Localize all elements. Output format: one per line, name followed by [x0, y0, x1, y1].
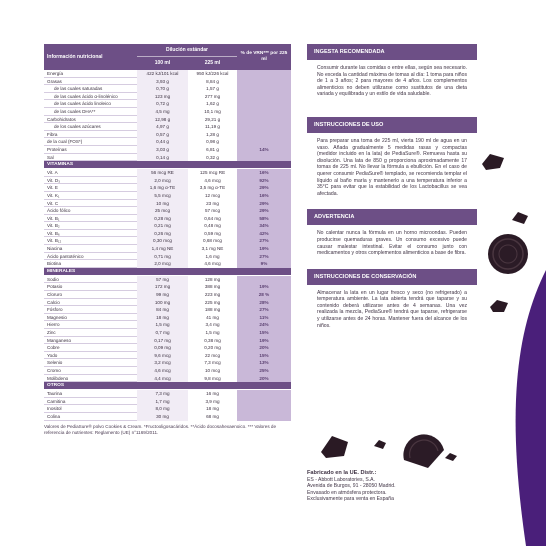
table-header: [44, 44, 291, 70]
table-row: [44, 177, 291, 185]
value-vrn: 28 %: [237, 291, 291, 299]
value-225ml: 225 mg: [188, 299, 237, 307]
table-row: [44, 314, 291, 322]
ingesta-section: [307, 44, 477, 104]
value-100ml: 0,7 mg: [137, 329, 188, 337]
manufacturer-info: [307, 470, 477, 503]
nutrient-name: Cloruro: [47, 292, 63, 298]
nutrient-name: Fósforo: [47, 307, 63, 313]
value-225ml: 8,84 g: [188, 78, 237, 86]
table-row: [44, 154, 291, 162]
table-footnote: Valores de PediaSure® polvo Cookies & Cream. *Fructooligosacáridos. **Ácido docosahexaenoico. *** Valores de referencia de nutrientes: Reglamento (UE) n°1169/2011.: [44, 423, 277, 435]
value-225ml: 3,5 mg α-TE: [188, 184, 237, 192]
nutrient-name: Vit. B₁₂: [47, 238, 62, 244]
conservacion-body: Almacenar la lata en un lugar fresco y seco (no refrigerado) a temperatura ambiente. La lata abierta tendrá que taparse y su contenido deberá utilizarse antes de 4 semanas. Una vez realizada la mezcla, PediaSure® tendrá que taparse, refrigerarse y utilizarse antes de 24 horas. Mantener fuera del alcance de los niños.: [317, 289, 467, 329]
value-vrn: 24%: [237, 321, 291, 329]
table-row: [44, 146, 291, 154]
value-225ml: 57 mcg: [188, 207, 237, 215]
table-row: [44, 283, 291, 291]
value-225ml: 1,6 mg: [188, 253, 237, 261]
value-225ml: 1,62 g: [188, 100, 237, 108]
value-vrn: 16%: [237, 169, 291, 177]
value-225ml: 4,6 mcg: [188, 177, 237, 185]
nutrient-name: Vit. A: [47, 170, 58, 176]
value-vrn: 11%: [237, 314, 291, 322]
section-header: VITAMINAS: [44, 161, 291, 169]
nutrient-name: Grasas: [47, 78, 62, 84]
value-100ml: 0,14 g: [137, 154, 188, 162]
value-vrn: [237, 70, 291, 78]
value-100ml: 0,17 mg: [137, 337, 188, 345]
value-100ml: 3,93 g: [137, 78, 188, 86]
nutrient-name: Carnitina: [47, 398, 66, 404]
nutrient-name: Vit. K₁: [47, 192, 60, 198]
nutrient-name: Vit. B₆: [47, 230, 60, 236]
nutrient-name: Yodo: [47, 352, 58, 358]
advertencia-body: No calentar nunca la fórmula en un horno microondas. Pueden producirse quemaduras graves. Un consumo excesivo puede causar malestar intestinal. Evitar el consumo junto con medicamentos y otros complementos alimenticios a base de fibra.: [317, 230, 467, 257]
value-225ml: 1,28 g: [188, 131, 237, 139]
nutrient-name: Taurina: [47, 391, 63, 397]
table-row: [44, 222, 291, 230]
advertencia-title: ADVERTENCIA: [307, 209, 477, 225]
value-225ml: 223 mg: [188, 291, 237, 299]
conservacion-section: [307, 269, 477, 336]
value-vrn: 16%: [237, 192, 291, 200]
table-row: [44, 237, 291, 245]
value-vrn: [237, 116, 291, 124]
ingesta-body: Consumir durante las comidas o entre ellas, según sea necesario. No exceda la cantidad máxima de tomas al día: 1 toma para niños de 1 a 3 años; 2 para mayores de 4 años. Los complementos alimenticios no deben utilizarse como sustitutos de una dieta variada y equilibrada y un estilo de vida saludable.: [317, 65, 467, 98]
table-row: [44, 352, 291, 360]
value-100ml: 100 mg: [137, 299, 188, 307]
nutrient-name: Vit. C: [47, 200, 59, 206]
nutrient-name: Zinc: [47, 330, 56, 335]
nutrient-name: Niacina: [47, 246, 63, 252]
value-100ml: 1,4 mg NE: [137, 245, 188, 253]
value-100ml: 4,6 mcg: [137, 367, 188, 375]
value-vrn: 15%: [237, 329, 291, 337]
header-100ml: 100 ml: [154, 60, 171, 66]
table-row: [44, 184, 291, 192]
value-vrn: [237, 154, 291, 162]
nutrient-name: de los cuales azúcares: [54, 124, 101, 130]
value-vrn: 15%: [237, 352, 291, 360]
value-100ml: 0,72 g: [137, 100, 188, 108]
table-row: [44, 245, 291, 253]
table-row: [44, 78, 291, 86]
table-row: [44, 367, 291, 375]
value-225ml: 10,1 mg: [188, 108, 237, 116]
nutrient-name: Energía: [47, 71, 64, 76]
nutrient-name: Cromo: [47, 367, 61, 373]
value-225ml: 9,8 mcg: [188, 375, 237, 383]
table-row: [44, 337, 291, 345]
manufacturer-line4: Exclusivamente para venta en España: [307, 496, 394, 503]
nutrient-name: Inositol: [47, 406, 62, 412]
nutrient-name: de la cual (FOS*): [47, 139, 83, 145]
value-100ml: 56 mcg RE: [137, 169, 188, 177]
header-225ml: 225 ml: [204, 60, 221, 66]
nutrient-name: de las cuales saturadas: [54, 86, 103, 92]
value-100ml: 0,21 mg: [137, 222, 188, 230]
value-225ml: 12 mcg: [188, 192, 237, 200]
value-vrn: 28%: [237, 299, 291, 307]
value-100ml: 7,3 mg: [137, 390, 188, 398]
table-row: [44, 405, 291, 413]
value-vrn: 19%: [237, 245, 291, 253]
table-row: [44, 131, 291, 139]
value-vrn: [237, 108, 291, 116]
table-row: [44, 344, 291, 352]
nutrition-table: [44, 44, 291, 436]
value-100ml: 10 mg: [137, 200, 188, 208]
value-vrn: 13%: [237, 359, 291, 367]
nutrient-name: Fibra: [47, 131, 58, 137]
table-row: [44, 253, 291, 261]
value-vrn: [237, 138, 291, 146]
value-vrn: [237, 100, 291, 108]
nutrient-name: Manganeso: [47, 337, 72, 343]
table-row: [44, 359, 291, 367]
value-225ml: 7,3 mcg: [188, 359, 237, 367]
value-225ml: 4,6 mcg: [188, 260, 237, 268]
value-vrn: [237, 413, 291, 421]
value-100ml: 0,71 mg: [137, 253, 188, 261]
table-row: [44, 85, 291, 93]
table-row: [44, 306, 291, 314]
value-225ml: 188 mg: [188, 306, 237, 314]
section-header: OTROS: [44, 382, 291, 390]
value-225ml: 0,32 g: [188, 154, 237, 162]
table-row: [44, 70, 291, 78]
value-vrn: 19%: [237, 337, 291, 345]
uso-title: INSTRUCCIONES DE USO: [307, 117, 477, 133]
value-vrn: 25%: [237, 367, 291, 375]
value-225ml: 3,4 mg: [188, 321, 237, 329]
value-100ml: 0,26 mg: [137, 230, 188, 238]
value-100ml: 18 mg: [137, 314, 188, 322]
value-225ml: 29,21 g: [188, 116, 237, 124]
value-vrn: [237, 78, 291, 86]
value-100ml: 1,7 mg: [137, 398, 188, 406]
value-vrn: 19%: [237, 283, 291, 291]
value-vrn: [237, 93, 291, 101]
nutrient-name: de las cuales DHA**: [54, 108, 96, 114]
header-dilution: [137, 44, 237, 70]
nutrient-name: Ácido pantoténico: [47, 253, 84, 259]
value-100ml: 0,28 mg: [137, 215, 188, 223]
value-225ml: 1,57 g: [188, 85, 237, 93]
value-225ml: 18 mg: [188, 405, 237, 413]
value-100ml: 0,09 mg: [137, 344, 188, 352]
table-row: [44, 291, 291, 299]
value-225ml: 68 mg: [188, 413, 237, 421]
table-row: [44, 116, 291, 124]
table-row: [44, 329, 291, 337]
table-row: [44, 100, 291, 108]
manufacturer-title: Fabricado en la UE. Distr.:: [307, 470, 377, 476]
value-225ml: 388 mg: [188, 283, 237, 291]
advertencia-section: [307, 209, 477, 262]
value-225ml: 0,98 g: [188, 138, 237, 146]
value-100ml: 4,4 mcg: [137, 375, 188, 383]
value-100ml: 0,30 mcg: [137, 237, 188, 245]
value-225ml: 41 mg: [188, 314, 237, 322]
value-225ml: 10 mcg: [188, 367, 237, 375]
nutrient-name: Sodio: [47, 276, 59, 282]
cookie-crumb-icon: [510, 210, 530, 226]
value-225ml: 0,59 mg: [188, 230, 237, 238]
value-vrn: 42%: [237, 230, 291, 238]
value-225ml: 1,5 mg: [188, 329, 237, 337]
info-column: [307, 44, 477, 341]
header-vrn: % de VRN*** por 225 ml: [240, 51, 288, 62]
header-dilution-title: Dilución estándar: [137, 44, 237, 57]
value-vrn: 20%: [237, 344, 291, 352]
table-row: [44, 230, 291, 238]
value-100ml: 422 kJ/101 kcal: [137, 70, 188, 78]
value-100ml: 2,0 mcg: [137, 260, 188, 268]
cookie-icon: [486, 232, 530, 276]
nutrient-name: Hierro: [47, 322, 60, 328]
value-100ml: 4,5 mg: [137, 108, 188, 116]
header-info: Información nutricional: [47, 54, 103, 60]
value-225ml: 277 mg: [188, 93, 237, 101]
table-row: [44, 93, 291, 101]
table-row: [44, 413, 291, 421]
cookie-half-icon: [400, 430, 448, 470]
table-row: [44, 276, 291, 284]
table-row: [44, 169, 291, 177]
value-100ml: 8,0 mg: [137, 405, 188, 413]
nutrient-name: Cobre: [47, 345, 60, 351]
value-vrn: 92%: [237, 177, 291, 185]
ingesta-title: INGESTA RECOMENDADA: [307, 44, 477, 60]
value-100ml: 30 mg: [137, 413, 188, 421]
value-100ml: 123 mg: [137, 93, 188, 101]
value-vrn: 27%: [237, 237, 291, 245]
nutrient-name: Carbohidratos: [47, 116, 76, 122]
value-vrn: 14%: [237, 146, 291, 154]
value-225ml: 950 kJ/226 kcal: [188, 70, 237, 78]
value-vrn: [237, 85, 291, 93]
value-100ml: 57 mg: [137, 276, 188, 284]
value-100ml: 172 mg: [137, 283, 188, 291]
value-100ml: 3,2 mcg: [137, 359, 188, 367]
nutrient-name: de las cuales ácido α-linolénico: [54, 93, 118, 99]
table-row: [44, 260, 291, 268]
value-vrn: [237, 131, 291, 139]
cookie-crumb-icon: [444, 452, 458, 462]
value-vrn: 34%: [237, 222, 291, 230]
value-100ml: 2,0 mcg: [137, 177, 188, 185]
table-row: [44, 321, 291, 329]
table-row: [44, 215, 291, 223]
section-header: MINERALES: [44, 268, 291, 276]
table-body: [44, 70, 291, 421]
value-225ml: 16 mg: [188, 390, 237, 398]
cookie-piece-icon: [318, 432, 352, 460]
value-225ml: 0,64 mg: [188, 215, 237, 223]
value-vrn: [237, 405, 291, 413]
nutrient-name: Vit. B₂: [47, 223, 60, 229]
value-vrn: [237, 123, 291, 131]
nutrient-name: Sal: [47, 154, 54, 160]
table-row: [44, 138, 291, 146]
cookie-crumb-icon: [488, 298, 510, 314]
uso-section: [307, 117, 477, 203]
value-100ml: 1,5 mg: [137, 321, 188, 329]
table-row: [44, 123, 291, 131]
value-225ml: 0,68 mcg: [188, 237, 237, 245]
value-100ml: 12,98 g: [137, 116, 188, 124]
value-100ml: 9,6 mcg: [137, 352, 188, 360]
value-vrn: 29%: [237, 207, 291, 215]
value-100ml: 3,03 g: [137, 146, 188, 154]
value-vrn: 20%: [237, 375, 291, 383]
table-row: [44, 108, 291, 116]
value-225ml: 0,48 mg: [188, 222, 237, 230]
nutrient-name: Proteínas: [47, 146, 67, 152]
value-225ml: 125 mcg RE: [188, 169, 237, 177]
value-225ml: 23 mg: [188, 200, 237, 208]
nutrient-name: Vit. E: [47, 185, 58, 191]
uso-body: Para preparar una toma de 225 ml, vierta 190 ml de agua en un vaso. Añada gradualmente 5 medidas rasas y compactas (medidor incluido en la lata) de PediaSure®. Remueva hasta su disolución. Una lata de 850 g proporciona aproximadamente 17 tomas de 225 ml. No llevar la fórmula a ebullición. En el caso de querer consumir PediaSure® templado, se recomienda templar el líquido al baño maría y mantenerlo a una temperatura inferior a 35°C para evitar que la estabilidad de los Lactobacillus se vea afectada.: [317, 137, 467, 197]
value-100ml: 1,6 mg α-TE: [137, 184, 188, 192]
value-vrn: 58%: [237, 215, 291, 223]
value-100ml: 5,5 mcg: [137, 192, 188, 200]
table-row: [44, 375, 291, 383]
nutrient-name: Calcio: [47, 299, 60, 305]
cookie-crumb-icon: [372, 438, 388, 450]
value-100ml: 84 mg: [137, 306, 188, 314]
value-100ml: 25 mcg: [137, 207, 188, 215]
value-100ml: 0,44 g: [137, 138, 188, 146]
value-225ml: 11,19 g: [188, 123, 237, 131]
value-vrn: 27%: [237, 253, 291, 261]
nutrient-name: Molibdeno: [47, 375, 69, 381]
value-vrn: 29%: [237, 184, 291, 192]
value-225ml: 22 mcg: [188, 352, 237, 360]
table-row: [44, 207, 291, 215]
value-225ml: 6,81 g: [188, 146, 237, 154]
value-vrn: 9%: [237, 260, 291, 268]
value-vrn: 27%: [237, 306, 291, 314]
nutrient-name: Colina: [47, 413, 61, 419]
cookie-crumb-icon: [478, 150, 508, 172]
table-row: [44, 192, 291, 200]
table-row: [44, 200, 291, 208]
conservacion-title: INSTRUCCIONES DE CONSERVACIÓN: [307, 269, 477, 285]
nutrient-name: Vit. B₁: [47, 215, 60, 221]
value-225ml: 0,38 mg: [188, 337, 237, 345]
nutrient-name: Biotina: [47, 261, 62, 267]
value-vrn: [237, 398, 291, 406]
manufacturer-line2: Avenida de Burgos, 91 - 28050 Madrid.: [307, 483, 396, 490]
nutrient-name: Ácido fólico: [47, 208, 71, 214]
nutrient-name: Selenio: [47, 360, 63, 366]
value-100ml: 99 mg: [137, 291, 188, 299]
value-100ml: 0,57 g: [137, 131, 188, 139]
value-vrn: [237, 390, 291, 398]
value-100ml: 0,70 g: [137, 85, 188, 93]
table-row: [44, 299, 291, 307]
table-row: [44, 390, 291, 398]
value-225ml: 3,9 mg: [188, 398, 237, 406]
manufacturer-line3: Envasado en atmósfera protectora.: [307, 489, 387, 496]
value-225ml: 0,20 mg: [188, 344, 237, 352]
nutrient-name: Magnesio: [47, 314, 67, 320]
value-100ml: 4,97 g: [137, 123, 188, 131]
value-225ml: 3,1 mg NE: [188, 245, 237, 253]
nutrient-name: Vit. D₃: [47, 177, 61, 183]
nutrient-name: de las cuales ácido linoleico: [54, 101, 111, 107]
table-row: [44, 398, 291, 406]
nutrient-name: Potasio: [47, 284, 63, 290]
manufacturer-line1: ES - Abbott Laboratories, S.A.: [307, 476, 375, 483]
value-225ml: 128 mg: [188, 276, 237, 284]
value-vrn: 29%: [237, 200, 291, 208]
value-vrn: [237, 276, 291, 284]
